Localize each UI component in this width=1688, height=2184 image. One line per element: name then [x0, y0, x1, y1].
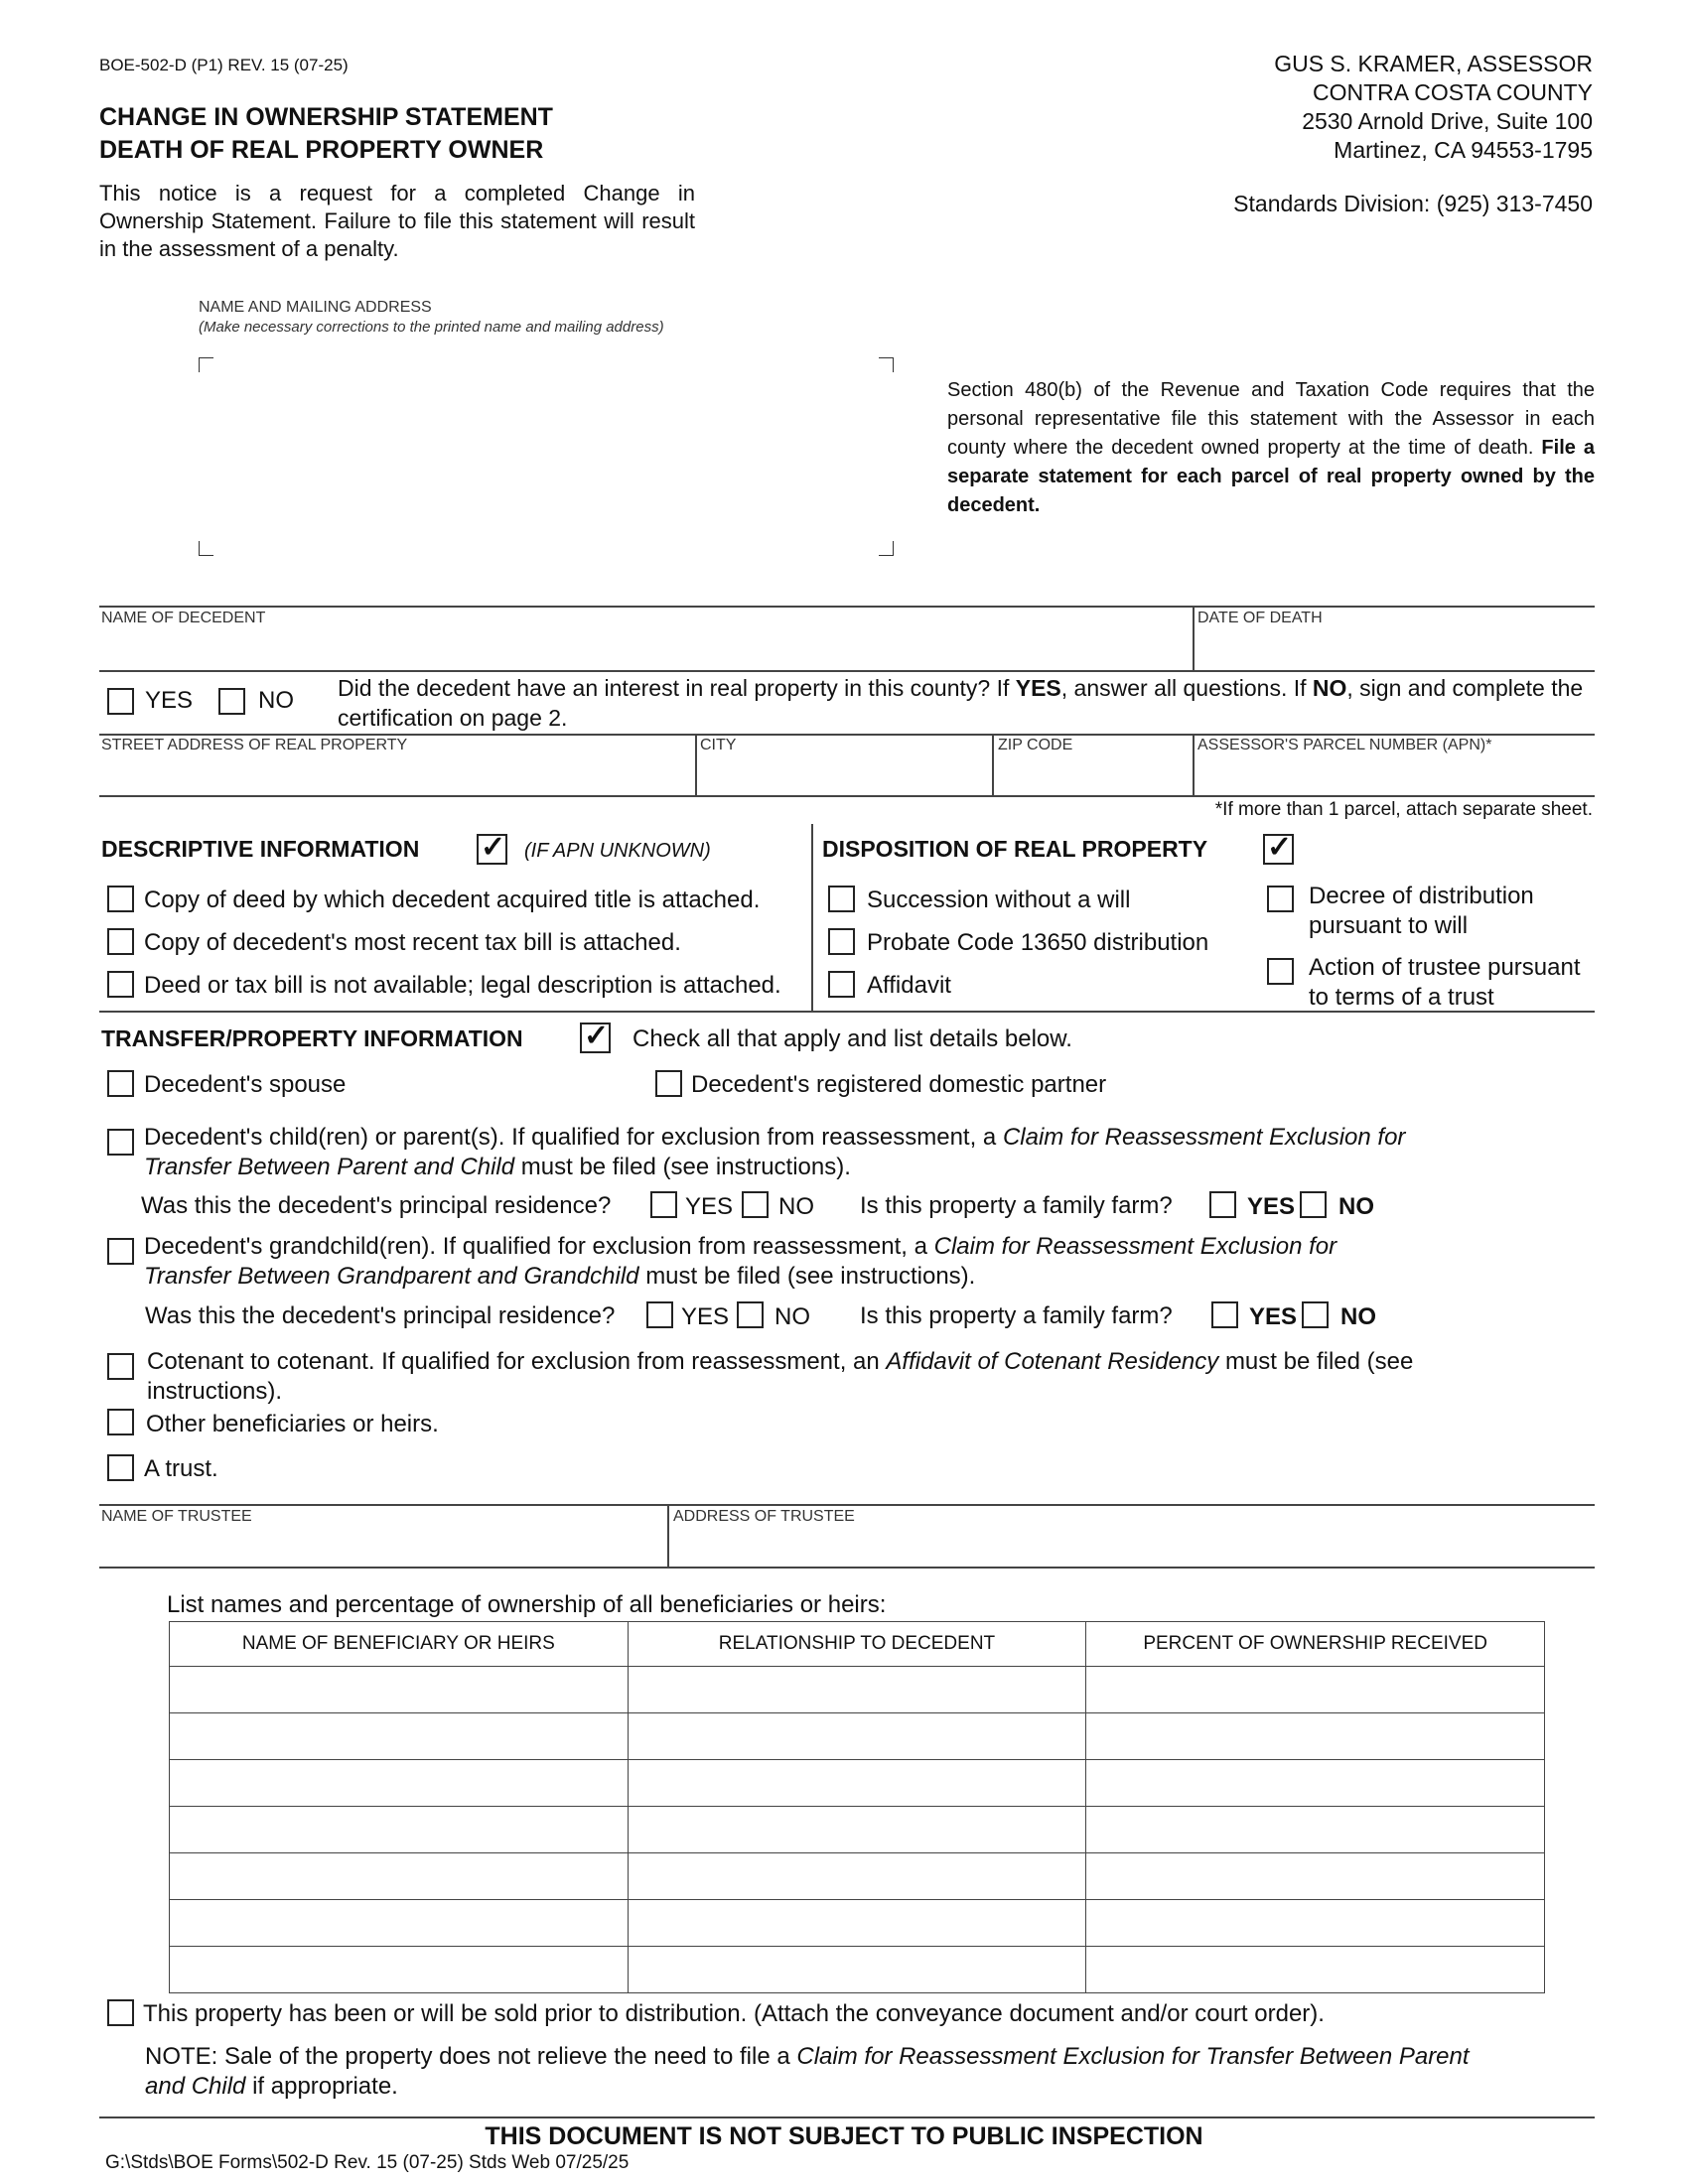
street-address-field[interactable] — [101, 756, 691, 792]
relationship-cell[interactable] — [628, 1713, 1086, 1760]
mailing-address-area[interactable] — [199, 357, 894, 556]
sold-prior-checkbox[interactable] — [107, 1999, 134, 2026]
column-header-percent: PERCENT OF OWNERSHIP RECEIVED — [1086, 1622, 1545, 1667]
relationship-cell[interactable] — [628, 1807, 1086, 1853]
spouse-checkbox[interactable] — [107, 1070, 134, 1097]
relationship-cell[interactable] — [628, 1947, 1086, 1993]
probate-code-label: Probate Code 13650 distribution — [867, 929, 1209, 956]
copy-of-deed-label: Copy of deed by which decedent acquired title is attached. — [144, 887, 761, 913]
percent-cell[interactable] — [1086, 1807, 1545, 1853]
mailing-label: NAME AND MAILING ADDRESS — [199, 299, 432, 316]
grandchild-checkbox[interactable] — [107, 1238, 134, 1265]
interest-no-label: NO — [258, 687, 294, 714]
tax-bill-label: Copy of decedent's most recent tax bill is attached. — [144, 929, 681, 956]
domestic-partner-label: Decedent's registered domestic partner — [691, 1071, 1107, 1098]
assessor-address-line2: Martinez, CA 94553-1795 — [1334, 137, 1593, 163]
descriptive-checkmark-icon — [477, 834, 507, 865]
affidavit-checkbox[interactable] — [828, 971, 855, 998]
city-field[interactable] — [700, 756, 988, 792]
disposition-checkmark-icon — [1263, 834, 1294, 865]
beneficiary-name-cell[interactable] — [170, 1713, 629, 1760]
apn-label: ASSESSOR'S PARCEL NUMBER (APN)* — [1197, 737, 1492, 753]
percent-cell[interactable] — [1086, 1713, 1545, 1760]
sold-prior-label: This property has been or will be sold prior to distribution. (Attach the conveyance document and/or court order). — [143, 2000, 1325, 2027]
file-path: G:\Stds\BOE Forms\502-D Rev. 15 (07-25) Stds Web 07/25/25 — [105, 2152, 630, 2173]
table-row — [170, 1947, 1545, 1993]
transfer-instruction: Check all that apply and list details below. — [633, 1025, 1072, 1052]
trust-label: A trust. — [144, 1455, 218, 1482]
interest-yes-label: YES — [145, 687, 194, 714]
county-name: CONTRA COSTA COUNTY — [1313, 79, 1593, 105]
table-row — [170, 1900, 1545, 1947]
zip-code-field[interactable] — [998, 756, 1189, 792]
beneficiary-name-cell[interactable] — [170, 1667, 629, 1713]
child-residence-no-checkbox[interactable] — [742, 1191, 769, 1218]
sale-note: NOTE: Sale of the property does not relieve the need to file a Claim for Reassessment Exclusion for Transfer Between Parent and Child if appropriate. — [145, 2043, 1470, 2100]
assessor-block — [1274, 50, 1593, 165]
beneficiary-name-cell[interactable] — [170, 1900, 629, 1947]
apn-unknown-note: (IF APN UNKNOWN) — [524, 840, 711, 862]
child-farm-no-checkbox[interactable] — [1300, 1191, 1327, 1218]
trustee-action-label: Action of trustee pursuant to terms of a trust — [1309, 954, 1581, 1011]
table-row — [170, 1760, 1545, 1807]
decedent-name-label: NAME OF DECEDENT — [101, 610, 266, 626]
grandchild-label: Decedent's grandchild(ren). If qualified for exclusion from reassessment, a Claim for Reassessment Exclusion for Transfer Between Grandparent and Grandchild must be filed (see instructions). — [144, 1233, 1337, 1290]
date-of-death-label: DATE OF DEATH — [1197, 610, 1323, 626]
assessor-address-line1: 2530 Arnold Drive, Suite 100 — [1302, 108, 1593, 134]
child-farm-question: Is this property a family farm? — [860, 1192, 1173, 1219]
form-title-line1: CHANGE IN OWNERSHIP STATEMENT — [99, 103, 553, 131]
penalty-notice: This notice is a request for a completed Change in Ownership Statement. Failure to file this statement will result in the assessment of a penalty. — [99, 181, 695, 261]
decree-checkbox[interactable] — [1267, 886, 1294, 912]
beneficiary-name-cell[interactable] — [170, 1853, 629, 1900]
legal-description-checkbox[interactable] — [107, 971, 134, 998]
percent-cell[interactable] — [1086, 1900, 1545, 1947]
decree-label: Decree of distribution pursuant to will — [1309, 883, 1534, 939]
trustee-action-checkbox[interactable] — [1267, 958, 1294, 985]
child-residence-question: Was this the decedent's principal residence? — [141, 1192, 612, 1219]
street-address-label: STREET ADDRESS OF REAL PROPERTY — [101, 737, 408, 753]
form-id: BOE-502-D (P1) REV. 15 (07-25) — [99, 56, 349, 74]
child-parent-label: Decedent's child(ren) or parent(s). If qualified for exclusion from reassessment, a Claim for Reassessment Exclusion for Transfer Between Parent and Child must be filed (see instructions). — [144, 1124, 1406, 1180]
beneficiaries-intro: List names and percentage of ownership of all beneficiaries or heirs: — [167, 1591, 887, 1618]
decedent-name-field[interactable] — [101, 629, 1188, 669]
grandchild-residence-no-label: NO — [774, 1303, 810, 1330]
affidavit-label: Affidavit — [867, 972, 951, 999]
column-header-relationship: RELATIONSHIP TO DECEDENT — [628, 1622, 1086, 1667]
form-title-line2: DEATH OF REAL PROPERTY OWNER — [99, 136, 544, 164]
cotenant-checkbox[interactable] — [107, 1353, 134, 1380]
tax-bill-checkbox[interactable] — [107, 928, 134, 955]
legal-description-label: Deed or tax bill is not available; legal description is attached. — [144, 972, 781, 999]
child-parent-checkbox[interactable] — [107, 1129, 134, 1156]
cotenant-label: Cotenant to cotenant. If qualified for exclusion from reassessment, an Affidavit of Cotenant Residency must be filed (see instructions). — [147, 1348, 1414, 1405]
city-label: CITY — [700, 737, 737, 753]
trustee-address-label: ADDRESS OF TRUSTEE — [673, 1508, 855, 1525]
relationship-cell[interactable] — [628, 1760, 1086, 1807]
mailing-sublabel: (Make necessary corrections to the printed name and mailing address) — [199, 319, 664, 336]
table-row — [170, 1807, 1545, 1853]
relationship-cell[interactable] — [628, 1900, 1086, 1947]
section-480-text: Section 480(b) of the Revenue and Taxation Code requires that the personal representative file this statement with the Assessor in each county where the decedent owned property at the time of death. File a separate statement for each parcel of real property owned by the decedent. — [947, 379, 1596, 516]
transfer-heading: TRANSFER/PROPERTY INFORMATION — [101, 1025, 523, 1051]
spouse-label: Decedent's spouse — [144, 1071, 347, 1098]
child-farm-yes-checkbox[interactable] — [1209, 1191, 1236, 1218]
assessor-name: GUS S. KRAMER, ASSESSOR — [1274, 51, 1593, 76]
grandchild-farm-question: Is this property a family farm? — [860, 1302, 1173, 1329]
trustee-name-label: NAME OF TRUSTEE — [101, 1508, 252, 1525]
interest-no-checkbox[interactable] — [218, 688, 245, 715]
child-residence-no-label: NO — [778, 1193, 814, 1220]
percent-cell[interactable] — [1086, 1947, 1545, 1993]
standards-phone: Standards Division: (925) 313-7450 — [1233, 191, 1593, 216]
grandchild-farm-yes-label: YES — [1249, 1303, 1298, 1330]
probate-code-checkbox[interactable] — [828, 928, 855, 955]
other-beneficiaries-checkbox[interactable] — [107, 1409, 134, 1435]
table-row — [170, 1853, 1545, 1900]
table-row — [170, 1667, 1545, 1713]
domestic-partner-checkbox[interactable] — [655, 1070, 682, 1097]
other-beneficiaries-label: Other beneficiaries or heirs. — [146, 1411, 439, 1437]
descriptive-heading: DESCRIPTIVE INFORMATION — [101, 836, 420, 862]
beneficiary-name-cell[interactable] — [170, 1947, 629, 1993]
trustee-address-field[interactable] — [673, 1528, 1593, 1564]
grandchild-farm-no-label: NO — [1340, 1303, 1376, 1330]
copy-of-deed-checkbox[interactable] — [107, 886, 134, 912]
child-residence-yes-label: YES — [685, 1193, 734, 1220]
percent-cell[interactable] — [1086, 1853, 1545, 1900]
column-header-name: NAME OF BENEFICIARY OR HEIRS — [170, 1622, 629, 1667]
percent-cell[interactable] — [1086, 1760, 1545, 1807]
transfer-checkmark-icon — [580, 1023, 611, 1053]
succession-label: Succession without a will — [867, 887, 1131, 913]
grandchild-residence-no-checkbox[interactable] — [737, 1301, 764, 1328]
interest-question: Did the decedent have an interest in real property in this county? If YES, answer all questions. If NO, sign and complete the certification on page 2. — [338, 675, 1584, 731]
date-of-death-field[interactable] — [1197, 629, 1593, 669]
beneficiary-name-cell[interactable] — [170, 1760, 629, 1807]
percent-cell[interactable] — [1086, 1667, 1545, 1713]
disposition-heading: DISPOSITION OF REAL PROPERTY — [822, 836, 1208, 862]
interest-yes-checkbox[interactable] — [107, 688, 134, 715]
grandchild-residence-question: Was this the decedent's principal residence? — [145, 1302, 616, 1329]
grandchild-residence-yes-label: YES — [681, 1303, 730, 1330]
relationship-cell[interactable] — [628, 1853, 1086, 1900]
beneficiaries-table — [169, 1621, 1545, 1993]
succession-checkbox[interactable] — [828, 886, 855, 912]
child-residence-yes-checkbox[interactable] — [650, 1191, 677, 1218]
child-farm-yes-label: YES — [1247, 1193, 1296, 1220]
trust-checkbox[interactable] — [107, 1454, 134, 1481]
grandchild-farm-no-checkbox[interactable] — [1302, 1301, 1329, 1328]
table-row — [170, 1713, 1545, 1760]
beneficiary-name-cell[interactable] — [170, 1807, 629, 1853]
apn-note: *If more than 1 parcel, attach separate sheet. — [1214, 799, 1593, 820]
child-farm-no-label: NO — [1338, 1193, 1374, 1220]
relationship-cell[interactable] — [628, 1667, 1086, 1713]
zip-code-label: ZIP CODE — [998, 737, 1073, 753]
apn-field[interactable] — [1197, 756, 1593, 792]
public-inspection-notice: THIS DOCUMENT IS NOT SUBJECT TO PUBLIC INSPECTION — [485, 2122, 1203, 2150]
trustee-name-field[interactable] — [101, 1528, 663, 1564]
grandchild-farm-yes-checkbox[interactable] — [1211, 1301, 1238, 1328]
grandchild-residence-yes-checkbox[interactable] — [646, 1301, 673, 1328]
